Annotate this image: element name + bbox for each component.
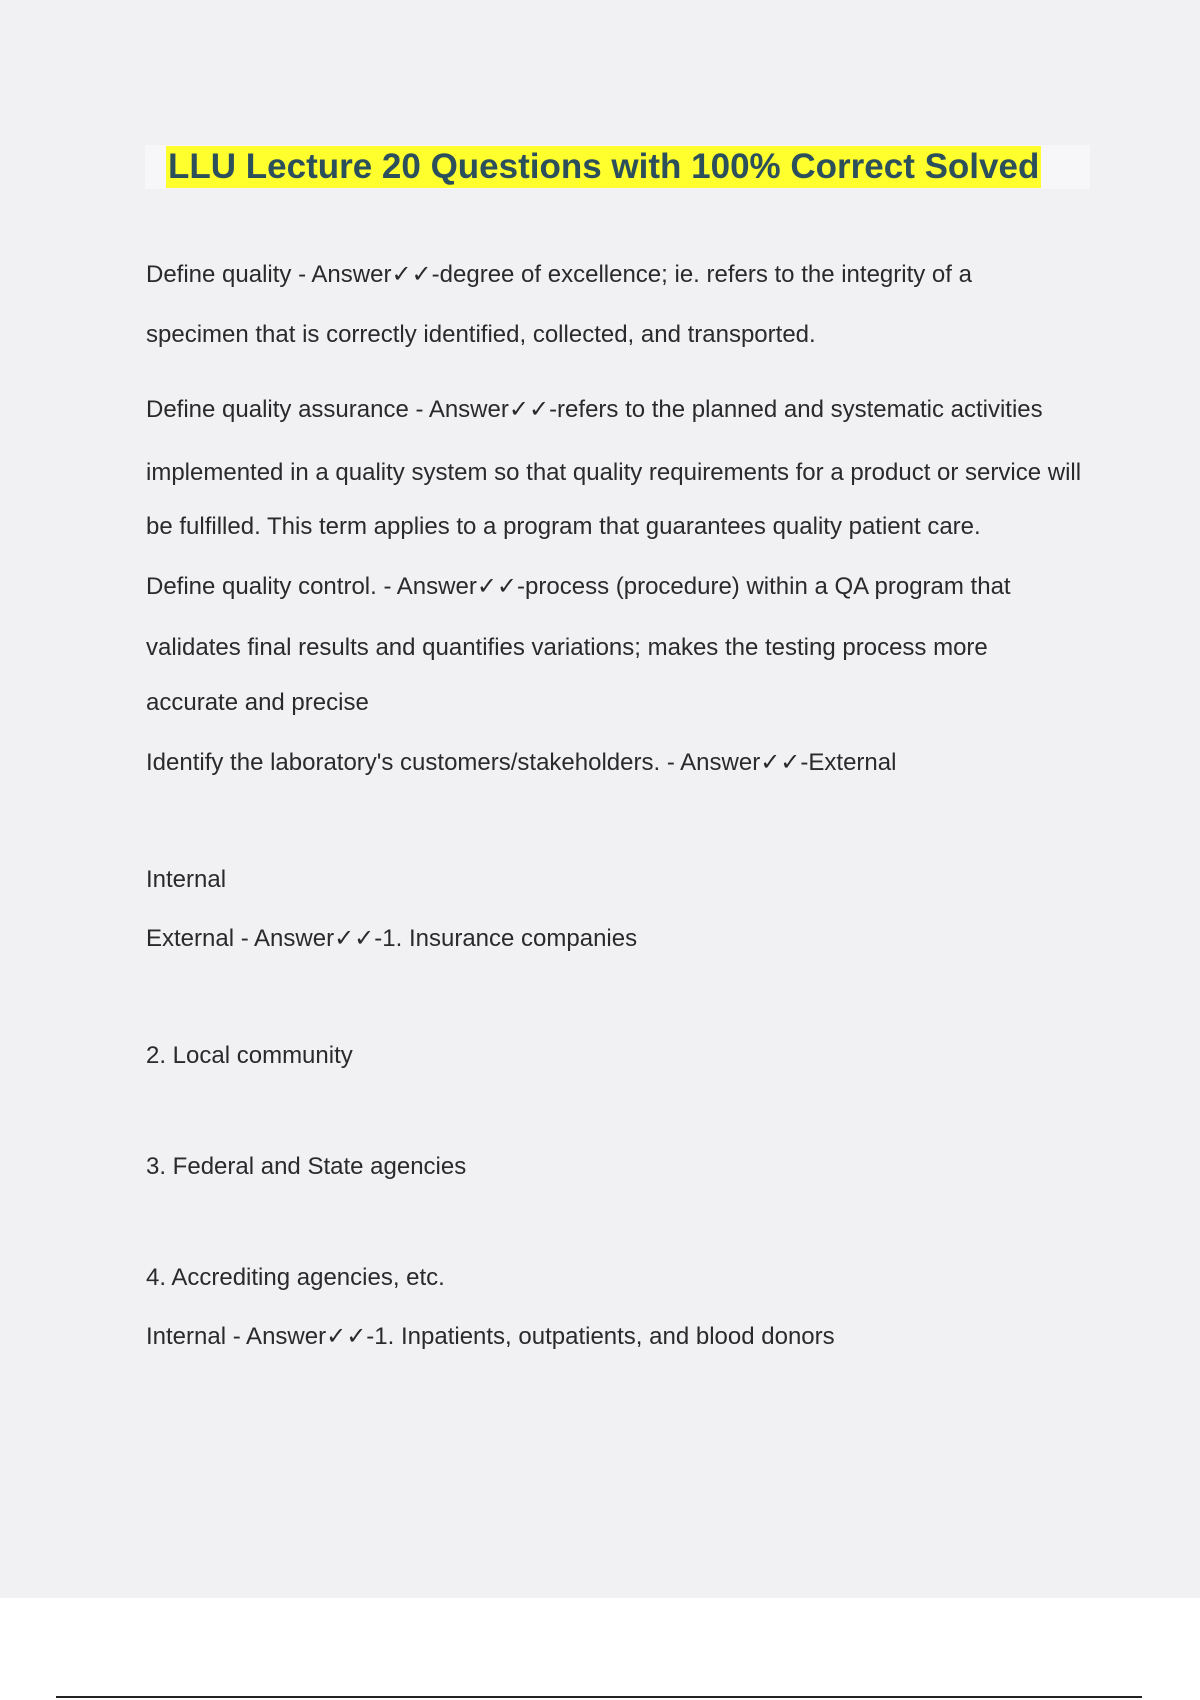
- qa-line-10: Internal: [146, 866, 227, 893]
- qa-line-5: be fulfilled. This term applies to a program that guarantees quality patient care.: [146, 513, 981, 540]
- qa-line-3: Define quality assurance - Answer✓✓-refers to the planned and systematic activities: [146, 396, 1043, 423]
- qa-line-14: 4. Accrediting agencies, etc.: [146, 1264, 445, 1291]
- qa-line-11: External - Answer✓✓-1. Insurance companies: [146, 925, 638, 952]
- qa-line-6: Define quality control. - Answer✓✓-process (procedure) within a QA program that: [146, 573, 1011, 600]
- qa-line-8: accurate and precise: [146, 689, 369, 716]
- qa-line-15: Internal - Answer✓✓-1. Inpatients, outpatients, and blood donors: [146, 1323, 835, 1350]
- qa-line-7: validates final results and quantifies variations; makes the testing process more: [146, 634, 988, 661]
- qa-line-12: 2. Local community: [146, 1042, 353, 1069]
- qa-line-4: implemented in a quality system so that quality requirements for a product or service will: [146, 459, 1082, 486]
- qa-line-9: Identify the laboratory's customers/stakeholders. - Answer✓✓-External: [146, 749, 897, 776]
- bottom-divider: [56, 1696, 1142, 1698]
- qa-line-1: Define quality - Answer✓✓-degree of excellence; ie. refers to the integrity of a: [146, 261, 972, 288]
- qa-line-2: specimen that is correctly identified, collected, and transported.: [146, 321, 816, 348]
- document-title: LLU Lecture 20 Questions with 100% Correct Solved: [168, 147, 1040, 186]
- qa-line-13: 3. Federal and State agencies: [146, 1153, 467, 1180]
